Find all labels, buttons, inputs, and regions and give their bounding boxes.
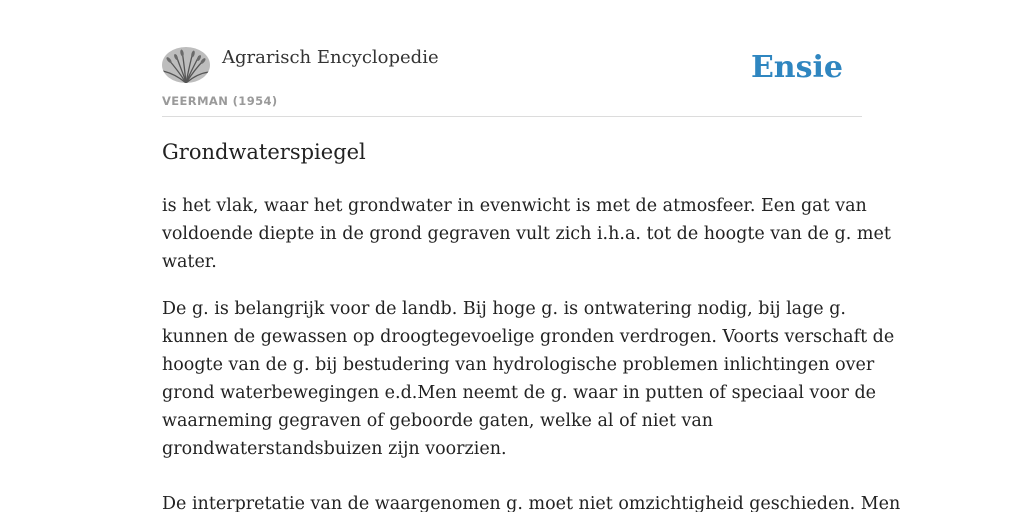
text-line: grondwaterstandsbuizen zijn voorzien. (162, 439, 507, 459)
book-title[interactable]: Agrarisch Encyclopedie (222, 47, 439, 68)
text-line: waarneming gegraven of geboorde gaten, welke al of niet van (162, 411, 714, 431)
header (162, 44, 862, 117)
text-line: hoogte van de g. bij bestudering van hydrologische problemen inlichtingen over (162, 355, 875, 375)
text-line: voldoende diepte in de grond gegraven vult zich i.h.a. tot de hoogte van de g. met (162, 224, 891, 244)
brand-logo[interactable]: Ensie (750, 50, 843, 85)
paragraph (162, 192, 891, 276)
text-line: water. (162, 252, 217, 272)
paragraph (162, 295, 895, 463)
book-meta: VEERMAN (1954) (162, 94, 278, 108)
paragraph (162, 490, 901, 512)
text-line: grond waterbewegingen e.d.Men neemt de g. waar in putten of speciaal voor de (162, 383, 876, 403)
article-title: Grondwaterspiegel (162, 140, 366, 164)
article-body (162, 192, 901, 512)
wheat-logo-icon[interactable] (162, 47, 210, 83)
text-line: kunnen de gewassen op droogtegevoelige gronden verdrogen. Voorts verschaft de (162, 327, 895, 347)
text-line: De g. is belangrijk voor de landb. Bij hoge g. is ontwatering nodig, bij lage g. (162, 299, 846, 319)
text-line: is het vlak, waar het grondwater in evenwicht is met de atmosfeer. Een gat van (162, 196, 867, 216)
text-line: De interpretatie van de waargenomen g. moet niet omzichtigheid geschieden. Men (162, 494, 901, 512)
